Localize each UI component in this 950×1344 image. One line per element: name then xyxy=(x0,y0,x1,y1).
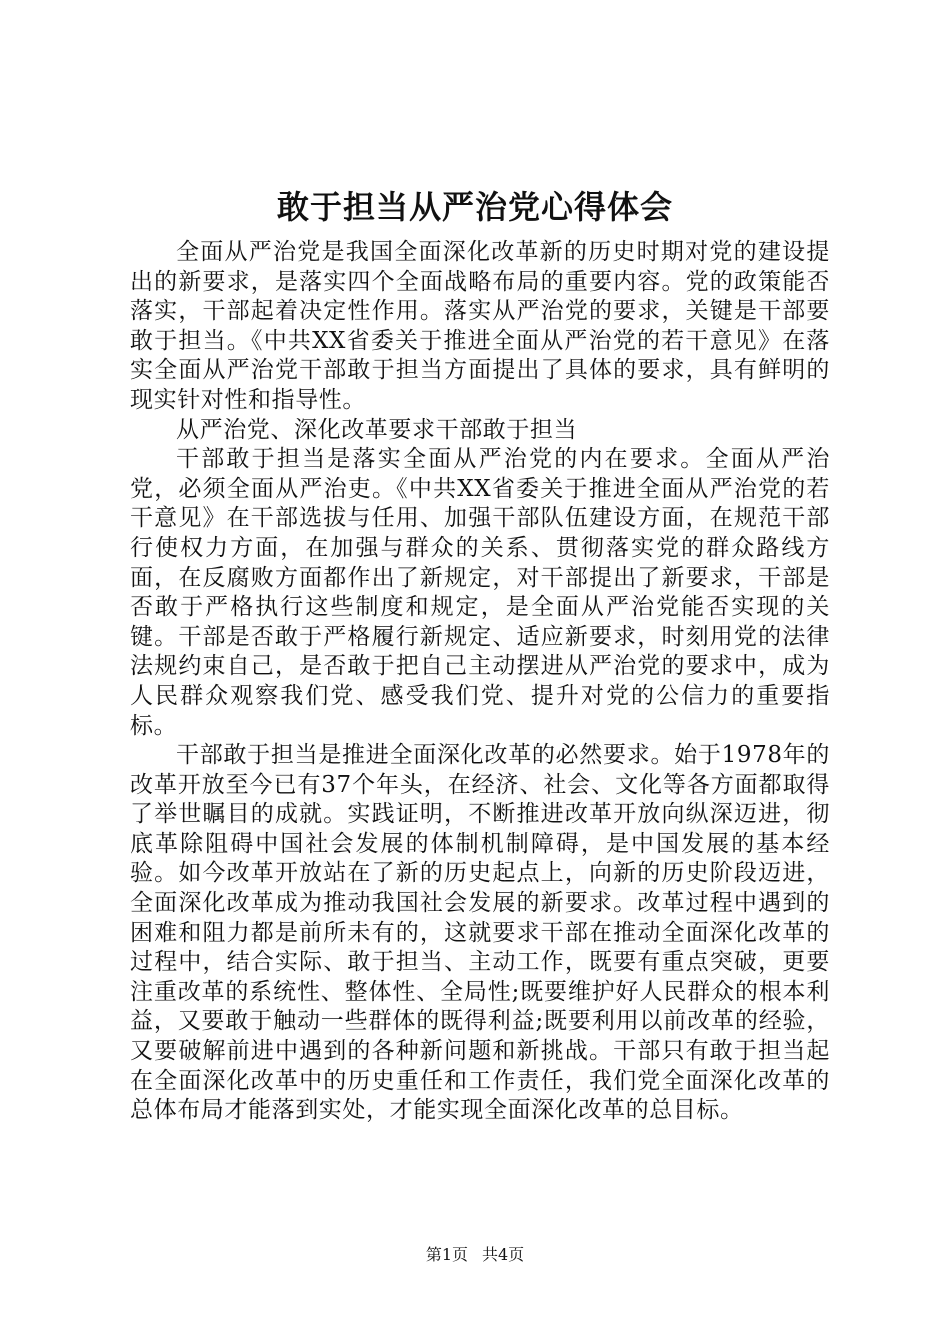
document-title: 敢于担当从严治党心得体会 xyxy=(276,188,673,226)
paragraph-deepening-reform: 干部敢于担当是推进全面深化改革的必然要求。始于1978年的改革开放至今已有37个年头，在经济、社会、文化等各方面都取得了举世瞩目的成就。实践证明，不断推进改革开放向纵深迈进，彻底革除阻碍中国社会发展的体制机制障碍，是中国发展的基本经验。如今改革开放站在了新的历史起点上，向新的历史阶段迈进，全面深化改革成为推动我国社会发展的新要求。改革过程中遇到的困难和阻力都是前所未有的，这就要求干部在推动全面深化改革的过程中，结合实际、敢于担当、主动工作，既要有重点突破，更要注重改革的系统性、整体性、全局性;既要维护好人民群众的根本利益，又要敢于触动一些群体的既得利益;既要利用以前改革的经验，又要破解前进中遇到的各种新问题和新挑战。干部只有敢于担当起在全面深化改革中的历史重任和工作责任，我们党全面深化改革的总体布局才能落到实处，才能实现全面深化改革的总目标。 xyxy=(130,742,830,1124)
paragraph-party-governance: 干部敢于担当是落实全面从严治党的内在要求。全面从严治党，必须全面从严治吏。《中共XX省委关于推进全面从严治党的若干意见》在干部选拔与任用、加强干部队伍建设方面，在规范干部行使权力方面，在加强与群众的关系、贯彻落实党的群众路线方面，在反腐败方面都作出了新规定，对干部提出了新要求，干部是否敢于严格执行这些制度和规定，是全面从严治党能否实现的关键。干部是否敢于严格履行新规定、适应新要求，时刻用党的法律法规约束自己，是否敢于把自己主动摆进从严治党的要求中，成为人民群众观察我们党、感受我们党、提升对党的公信力的重要指标。 xyxy=(130,446,830,739)
page-footer xyxy=(0,1244,950,1266)
page-total: 共4页 xyxy=(482,1245,525,1264)
document-body xyxy=(130,238,830,1126)
page-number: 第1页 xyxy=(425,1245,468,1264)
paragraph-intro: 全面从严治党是我国全面深化改革新的历史时期对党的建设提出的新要求，是落实四个全面战略布局的重要内容。党的政策能否落实，干部起着决定性作用。落实从严治党的要求，关键是干部要敢于担当。《中共XX省委关于推进全面从严治党的若干意见》在落实全面从严治党干部敢于担当方面提出了具体的要求，具有鲜明的现实针对性和指导性。 xyxy=(130,239,830,413)
section-heading: 从严治党、深化改革要求干部敢于担当 xyxy=(176,416,578,443)
